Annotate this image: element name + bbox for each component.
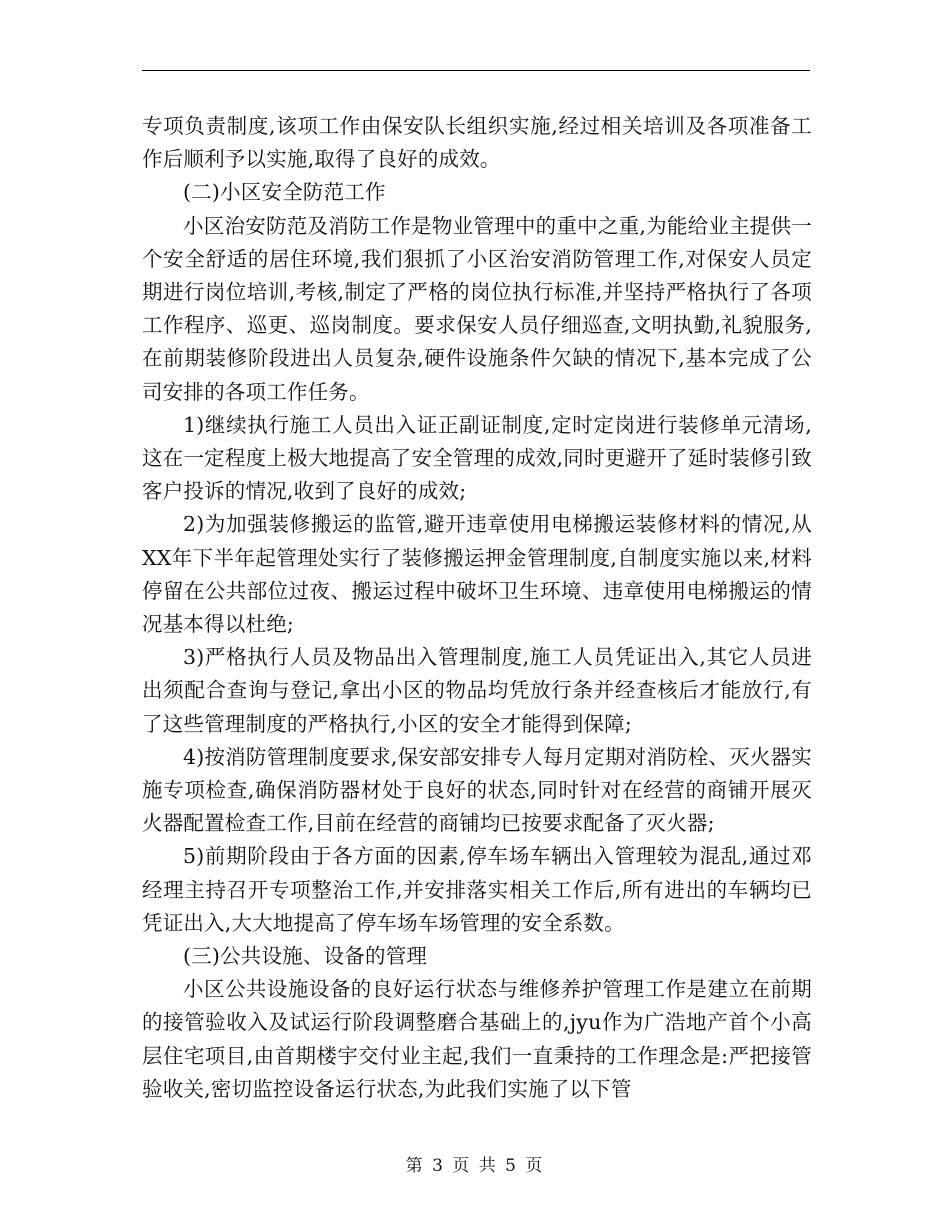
document-body (142, 110, 812, 1106)
page-footer: 第 3 页 共 5 页 (405, 1156, 545, 1176)
paragraph-security-intro: 小区治安防范及消防工作是物业管理中的重中之重,为能给业主提供一个安全舒适的居住环境,我们狠抓了小区治安消防管理工作,对保安人员定期进行岗位培训,考核,制定了严格的岗位执行标准,并坚持严格执行了各项工作程序、巡更、巡岗制度。要求保安人员仔细巡查,文明执勤,礼貌服务,在前期装修阶段进出人员复杂,硬件设施条件欠缺的情况下,基本完成了公司安排的各项工作任务。 (142, 213, 812, 404)
list-item-5: 5)前期阶段由于各方面的因素,停车场车辆出入管理较为混乱,通过邓经理主持召开专项整治工作,并安排落实相关工作后,所有进出的车辆均已凭证出入,大大地提高了停车场车场管理的安全系数。 (142, 844, 812, 935)
paragraph-facilities-intro: 小区公共设施设备的良好运行状态与维修养护管理工作是建立在前期的接管验收入及试运行阶段调整磨合基础上的,jyu作为广浩地产首个小高层住宅项目,由首期楼宇交付业主起,我们一直秉持的工作理念是:严把接管验收关,密切监控设备运行状态,为此我们实施了以下管 (142, 977, 812, 1101)
list-item-3: 3)严格执行人员及物品出入管理制度,施工人员凭证出入,其它人员进出须配合查询与登记,拿出小区的物品均凭放行条并经查核后才能放行,有了这些管理制度的严格执行,小区的安全才能得到保障; (142, 645, 812, 736)
list-item-2: 2)为加强装修搬运的监管,避开违章使用电梯搬运装修材料的情况,从XX年下半年起管理处实行了装修搬运押金管理制度,自制度实施以来,材料停留在公共部位过夜、搬运过程中破坏卫生环境、违章使用电梯搬运的情况基本得以杜绝; (142, 512, 812, 637)
list-item-1: 1)继续执行施工人员出入证正副证制度,定时定岗进行装修单元清场,这在一定程度上极大地提高了安全管理的成效,同时更避开了延时装修引致客户投诉的情况,收到了良好的成效; (142, 412, 812, 504)
list-item-4: 4)按消防管理制度要求,保安部安排专人每月定期对消防栓、灭火器实施专项检查,确保消防器材处于良好的状态,同时针对在经营的商铺开展灭火器配置检查工作,目前在经营的商铺均已按要求配备了灭火器; (142, 744, 812, 836)
section-heading-facilities: (三)公共设施、设备的管理 (183, 944, 428, 969)
header-rule (142, 70, 810, 71)
section-heading-security: (二)小区安全防范工作 (183, 180, 386, 205)
paragraph-continuation: 专项负责制度,该项工作由保安队长组织实施,经过相关培训及各项准备工作后顺利予以实施,取得了良好的成效。 (142, 114, 812, 172)
